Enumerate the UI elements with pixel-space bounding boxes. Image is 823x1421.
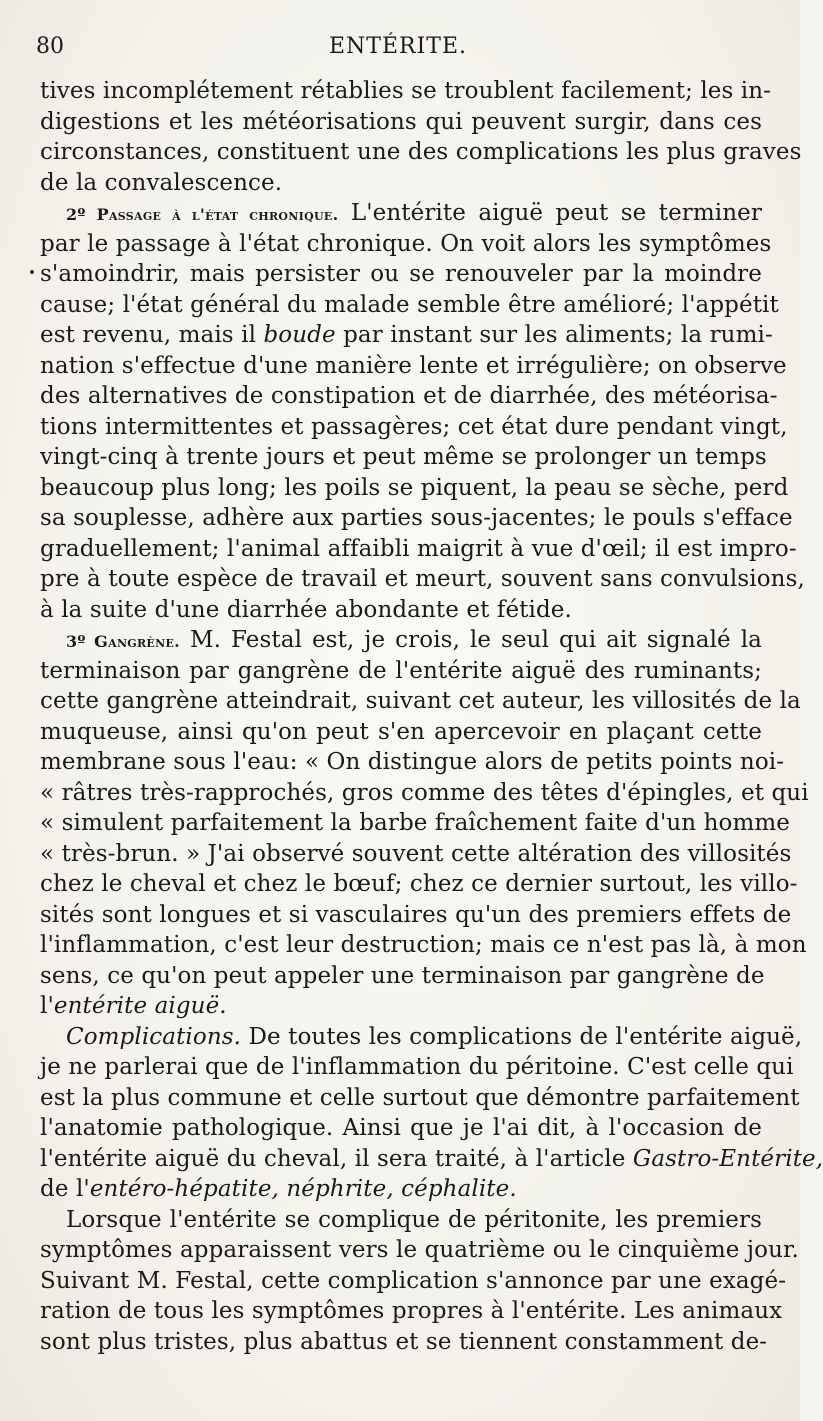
text-line [40, 930, 807, 961]
text-line [40, 137, 802, 168]
line-text: graduellement; l'animal affaibli maigrit à vue d'œil; il est impro- [40, 535, 797, 562]
run-in-heading: 2º Passage à l'état chronique. [66, 205, 339, 224]
line-text: sa souplesse, adhère aux parties sous-jacentes; le pouls s'efface [40, 505, 793, 531]
text-line [40, 1205, 762, 1236]
text-line [40, 717, 762, 748]
line-text: vingt-cinq à trente jours et peut même se prolonger un temps [40, 444, 767, 470]
text-line [40, 839, 792, 870]
line-text: M. Festal est, je crois, le seul qui ait signalé la [180, 627, 762, 653]
line-text: « simulent parfaitement la barbe fraîchement faite d'un homme [40, 810, 790, 836]
line-text: l' [40, 993, 54, 1019]
text-line [40, 229, 772, 260]
line-text: « très-brun. » J'ai observé souvent cette altération des villosités [40, 840, 792, 867]
line-text: de la convalescence. [40, 169, 283, 196]
text-line [40, 320, 773, 351]
line-text: l'inflammation, c'est leur destruction; mais ce n'est pas là, à mon [40, 932, 807, 958]
text-line [40, 991, 762, 1022]
line-text: membrane sous l'eau: « On distingue alors de petits points noi- [40, 749, 785, 775]
text-line [40, 351, 787, 382]
text-line [40, 534, 797, 565]
text-line [40, 900, 792, 931]
line-text: L'entérite aiguë peut se terminer [338, 200, 762, 226]
text-line [40, 1174, 762, 1205]
line-text: beaucoup plus long; les poils se piquent, la peau se sèche, perd [40, 474, 789, 501]
text-line [40, 961, 765, 992]
line-text: muqueuse, ainsi qu'on peut s'en apercevoir en plaçant cette [40, 718, 762, 745]
line-text: sens, ce qu'on peut appeler une terminaison par gangrène de [40, 962, 765, 989]
running-title: ENTÉRITE. [328, 34, 468, 59]
text-line [40, 1266, 787, 1297]
page-number: 80 [36, 34, 64, 59]
line-text: digestions et les météorisations qui peuvent surgir, dans ces [40, 108, 762, 135]
italic-text: entéro-hépatite, néphrite, céphalite. [89, 1176, 517, 1202]
text-line [40, 198, 762, 229]
line-text: tions intermittentes et passagères; cet état dure pendant vingt, [40, 413, 788, 440]
text-line [40, 442, 767, 473]
line-text: terminaison par gangrène de l'entérite aiguë des ruminants; [40, 657, 762, 684]
text-line [40, 1235, 799, 1266]
text-line [40, 473, 789, 504]
line-text: sités sont longues et si vasculaires qu'un des premiers effets de [40, 901, 792, 928]
text-line [40, 1083, 800, 1114]
text-line [40, 656, 762, 687]
text-line [40, 1296, 783, 1327]
line-text: s'amoindrir, mais persister ou se renouveler par la moindre [40, 261, 762, 287]
text-line [40, 808, 790, 839]
line-text: cette gangrène atteindrait, suivant cet auteur, les villosités de la [40, 688, 801, 714]
line-text: est revenu, mais il [40, 322, 264, 348]
line-text: « râtres très-rapprochés, gros comme des têtes d'épingles, et qui [40, 779, 809, 806]
line-text: tives incomplétement rétablies se troublent facilement; les in- [40, 78, 772, 104]
text-line [40, 747, 785, 778]
line-text: ration de tous les symptômes propres à l'entérite. Les animaux [40, 1298, 783, 1324]
text-line [40, 381, 778, 412]
line-text: à la suite d'une diarrhée abondante et fétide. [40, 596, 572, 623]
italic-text: Complications. [66, 1023, 242, 1050]
text-line [40, 412, 788, 443]
text-line [40, 595, 762, 626]
text-line [40, 625, 762, 656]
text-line [40, 1052, 794, 1083]
line-text: l'anatomie pathologique. Ainsi que je l'ai dit, à l'occasion de [40, 1115, 762, 1141]
line-text: par le passage à l'état chronique. On voit alors les symptômes [40, 230, 772, 257]
text-line [40, 1144, 823, 1175]
body-text [40, 76, 823, 1357]
margin-mark [30, 270, 34, 274]
text-line [40, 778, 809, 809]
line-text: sont plus tristes, plus abattus et se tiennent constamment de- [40, 1328, 768, 1355]
text-line [40, 290, 779, 321]
text-line [40, 1113, 762, 1144]
text-line [40, 168, 762, 199]
line-text: circonstances, constituent une des complications les plus graves [40, 139, 802, 165]
text-line [40, 1022, 803, 1053]
text-line [40, 869, 798, 900]
text-line [40, 1327, 768, 1358]
text-line [40, 503, 793, 534]
line-text: je ne parlerai que de l'inflammation du péritoine. C'est celle qui [40, 1054, 794, 1080]
text-line [40, 76, 772, 107]
text-line [40, 259, 762, 290]
line-text: pre à toute espèce de travail et meurt, souvent sans convulsions, [40, 566, 805, 592]
italic-text: Gastro-Entérite, [632, 1145, 823, 1172]
run-in-heading: 3º Gangrène. [66, 632, 181, 651]
text-line [40, 564, 805, 595]
text-line [40, 107, 762, 138]
line-text: chez le cheval et chez le bœuf; chez ce dernier surtout, les villo- [40, 871, 798, 897]
line-text: des alternatives de constipation et de diarrhée, des météorisa- [40, 383, 778, 409]
line-text: symptômes apparaissent vers le quatrième ou le cinquième jour. [40, 1237, 799, 1263]
page-header [36, 30, 760, 66]
line-text: l'entérite aiguë du cheval, il sera traité, à l'article [40, 1145, 633, 1172]
line-text: par instant sur les aliments; la rumi- [335, 322, 773, 348]
line-text: est la plus commune et celle surtout que démontre parfaitement [40, 1084, 800, 1111]
italic-text: boude [263, 322, 336, 348]
line-text: de l' [40, 1176, 90, 1202]
line-text: De toutes les complications de l'entérite aiguë, [241, 1023, 803, 1050]
text-line [40, 686, 801, 717]
line-text: nation s'effectue d'une manière lente et irrégulière; on observe [40, 352, 787, 379]
italic-text: entérite aiguë. [53, 993, 227, 1019]
line-text: Lorsque l'entérite se complique de péritonite, les premiers [66, 1206, 762, 1233]
line-text: cause; l'état général du malade semble être amélioré; l'appétit [40, 291, 779, 318]
line-text: Suivant M. Festal, cette complication s'annonce par une exagé- [40, 1267, 787, 1294]
